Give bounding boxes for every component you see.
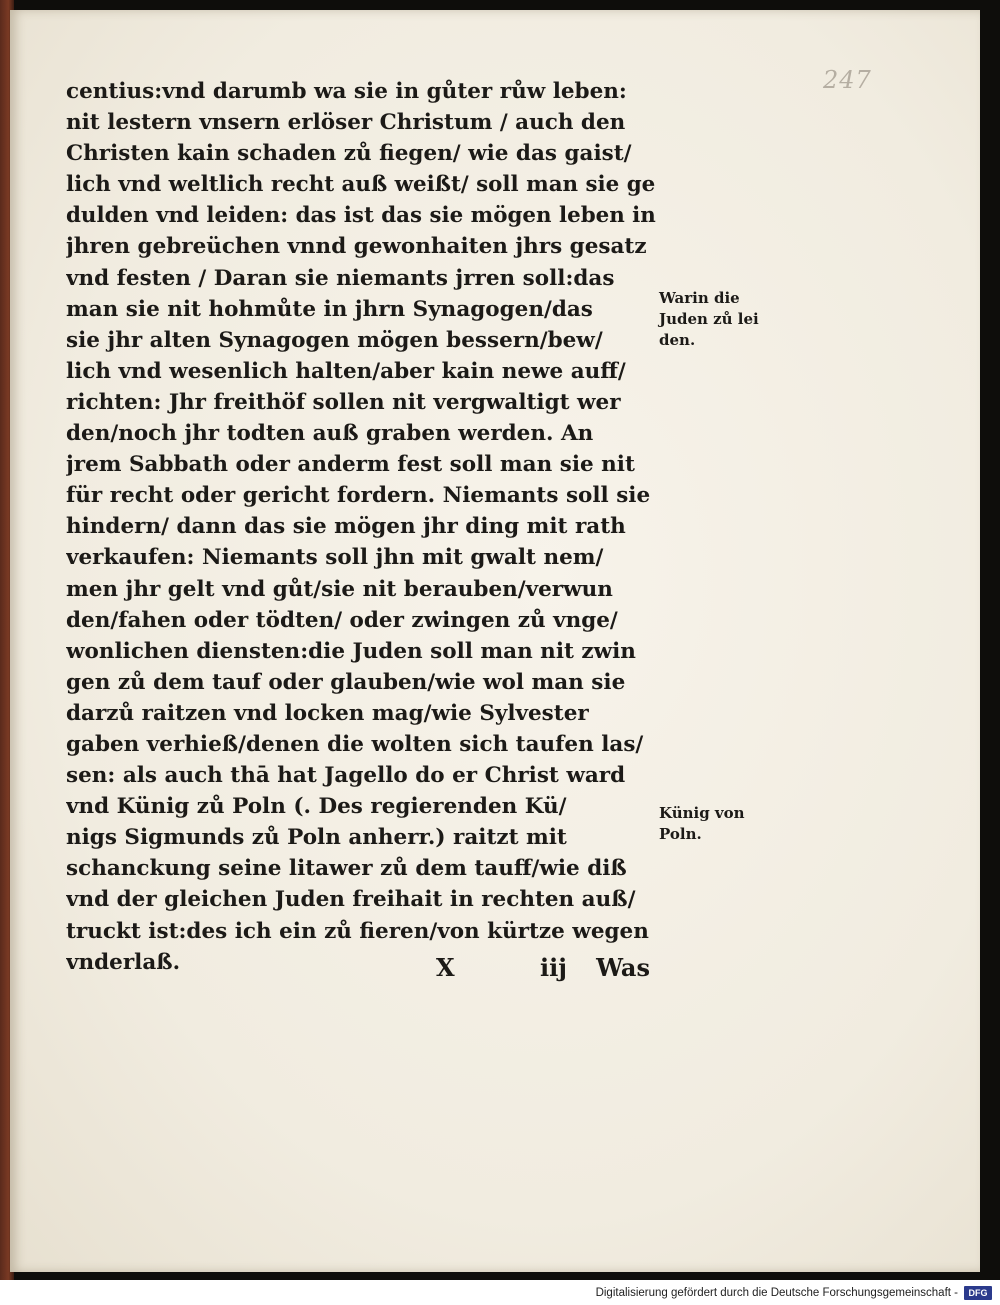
text-line: truckt ist:des ich ein zů fieren/von kürtze wegen [66,918,649,944]
body-text [66,76,656,978]
text-line: centius:vnd darumb wa sie in gůter růw leben: [66,79,627,104]
marginal-note-juden [659,288,789,351]
text-line: lich vnd weltlich recht auß weißt/ soll man sie ge [66,172,656,198]
marginal-line: Juden zů lei [659,310,759,328]
text-line: den/fahen oder tödten/ oder zwingen zů vnge/ [66,607,618,633]
page-footer [436,953,650,987]
marginal-line: Künig von [659,804,745,822]
text-line: man sie nit hohmůte in jhrn Synagogen/das [66,296,593,322]
marginal-line: den. [659,331,696,349]
text-line: gen zů dem tauf oder glauben/wie wol man sie [66,669,626,695]
text-line: vnd Künig zů Poln (. Des regierenden Kü/ [66,794,567,820]
text-line: jhren gebreüchen vnnd gewonhaiten jhrs gesatz [66,234,647,260]
text-line: nigs Sigmunds zů Poln anherr.) raitzt mit [66,825,567,851]
text-line: den/noch jhr todten auß graben werden. An [66,421,594,447]
text-line: dulden vnd leiden: das ist das sie mögen leben in [66,203,656,229]
text-line: verkaufen: Niemants soll jhn mit gwalt nem/ [66,545,604,571]
text-line: nit lestern vnsern erlöser Christum / auch den [66,110,626,136]
text-line: vnd festen / Daran sie niemants jrren soll:das [66,265,615,291]
text-line: schanckung seine litawer zů dem tauff/wie diß [66,856,627,882]
signature-number: iij [540,953,567,982]
text-line: richten: Jhr freithöf sollen nit vergwaltigt wer [66,389,621,415]
marginal-line: Warin die [659,289,740,307]
signature-mark: X [436,953,455,982]
text-line: gaben verhieß/denen die wolten sich taufen las/ [66,731,644,757]
text-line: vnderlaß. [66,949,181,975]
text-line: Christen kain schaden zů fiegen/ wie das gaist/ [66,141,632,167]
text-line: vnd der gleichen Juden freihait in rechten auß/ [66,887,636,913]
marginal-note-poln [659,803,789,845]
text-line: men jhr gelt vnd gůt/sie nit berauben/verwun [66,576,613,602]
text-line: sie jhr alten Synagogen mögen bessern/bew/ [66,327,603,353]
dfg-logo-icon: DFG [964,1286,992,1300]
folio-number: 247 [823,66,872,94]
text-line: für recht oder gericht fordern. Niemants soll sie [66,483,651,509]
text-line: lich vnd wesenlich halten/aber kain newe auff/ [66,358,626,384]
text-line: wonlichen diensten:die Juden soll man nit zwin [66,638,636,664]
text-line: darzů raitzen vnd locken mag/wie Sylvester [66,700,589,726]
catchword: Was [596,953,650,982]
text-line: hindern/ dann das sie mögen jhr ding mit rath [66,514,626,540]
credit-bar [0,1280,1000,1305]
text-line: jrem Sabbath oder anderm fest soll man sie nit [66,452,635,478]
text-line: sen: als auch thā hat Jagello do er Christ ward [66,763,626,789]
funding-credit: Digitalisierung gefördert durch die Deutsche Forschungsgemeinschaft - [595,1287,958,1299]
marginal-line: Poln. [659,825,702,843]
